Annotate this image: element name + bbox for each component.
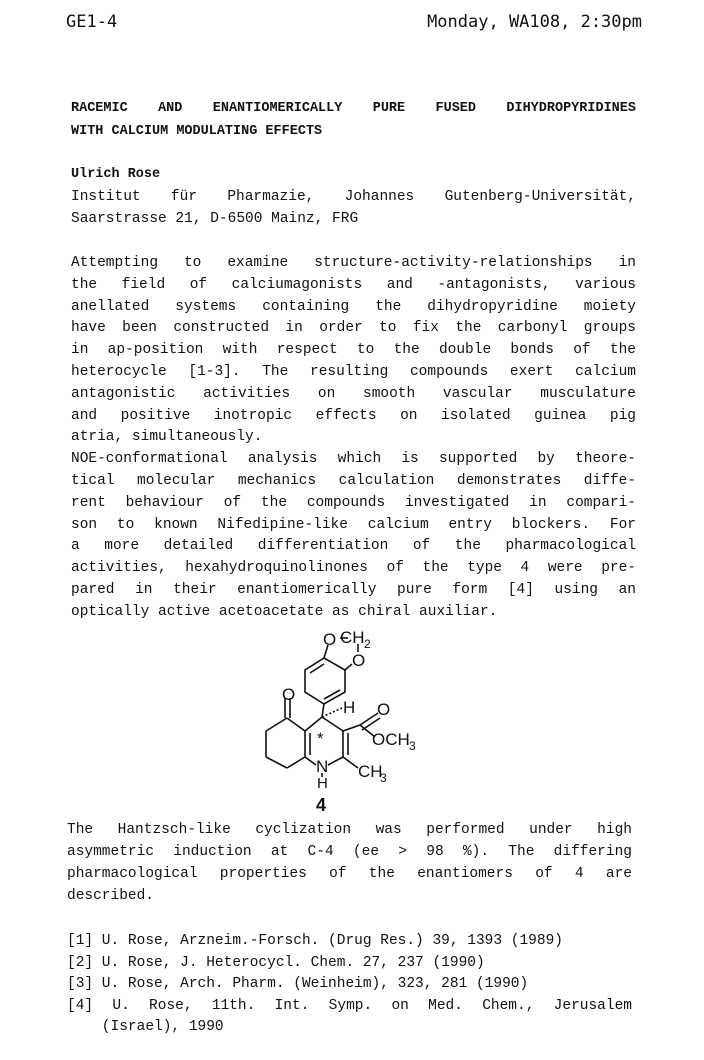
atom-ch3: CH	[358, 762, 383, 781]
title-line: WITH CALCIUM MODULATING EFFECTS	[71, 124, 323, 139]
atom-och3-sub: 3	[409, 739, 416, 753]
atom-ch3-sub: 3	[380, 771, 387, 785]
affiliation-line: Institut für Pharmazie, Johannes Gutenberg-Universität,	[71, 189, 636, 205]
reference-line: (Israel), 1990	[67, 1019, 224, 1035]
body-line: heterocycle [1-3]. The resulting compounds exert calcium	[71, 364, 636, 380]
body-line: son to known Nifedipine-like calcium entry blockers. For	[71, 516, 636, 533]
atom-ch2: CH	[340, 628, 365, 647]
conclusion-line: asymmetric induction at C-4 (ee > 98 %). The differing	[67, 844, 632, 860]
body-line: have been constructed in order to fix the carbonyl groups	[71, 320, 636, 337]
body-line: tical molecular mechanics calculation demonstrates diffe-	[71, 473, 636, 489]
benzene-ring	[305, 658, 345, 704]
body-line: NOE-conformational analysis which is supported by theore-	[71, 451, 636, 468]
body-line: a more detailed differentiation of the pharmacological	[71, 538, 636, 555]
body-line: Attempting to examine structure-activity-relationships in	[71, 255, 636, 271]
body-line: pared in their enantiomerically pure form [4] using an	[71, 582, 636, 598]
author: Ulrich Rose	[71, 167, 161, 182]
atom-ch2-sub: 2	[364, 637, 371, 651]
atom-n: N	[316, 757, 329, 776]
reference-line: [2] U. Rose, J. Heterocycl. Chem. 27, 237 (1990)	[67, 954, 485, 971]
atom-nh: H	[317, 775, 328, 792]
conclusion-line: The Hantzsch-like cyclization was performed under high	[67, 822, 632, 838]
reference-line: [1] U. Rose, Arzneim.-Forsch. (Drug Res.) 39, 1393 (1989)	[67, 933, 563, 949]
body-line: and positive inotropic effects on isolated guinea pig	[71, 407, 636, 424]
body-line: antagonistic activities on smooth vascular musculature	[71, 385, 636, 402]
atom-o: O	[323, 630, 337, 649]
body-line: in ap-position with respect to the double bonds of the	[71, 342, 636, 359]
stereocenter-star: *	[317, 729, 324, 748]
session-code: GE1-4	[66, 12, 118, 32]
atom-o-keto: O	[282, 685, 296, 704]
conclusion-line: pharmacological properties of the enantiomers of 4 are	[67, 866, 632, 882]
session-schedule: Monday, WA108, 2:30pm	[427, 12, 642, 32]
body-line: rent behaviour of the compounds investigated in compari-	[71, 494, 636, 511]
compound-label: 4	[316, 795, 327, 815]
atom-o: O	[352, 651, 366, 670]
title-line: RACEMIC AND ENANTIOMERICALLY PURE FUSED DIHYDROPYRIDINES	[71, 101, 636, 116]
body-line: anellated systems containing the dihydropyridine moiety	[71, 298, 636, 315]
atom-h: H	[343, 698, 356, 717]
body-line: optically active acetoacetate as chiral auxiliar.	[71, 603, 498, 620]
conclusion-line: described.	[67, 888, 155, 904]
body-line: the field of calciumagonists and -antagonists, various	[71, 276, 636, 293]
body-line: activities, hexahydroquinolinones of the type 4 were pre-	[71, 560, 636, 577]
reference-line: [4] U. Rose, 11th. Int. Symp. on Med. Chem., Jerusalem	[67, 997, 632, 1014]
atom-och3: OCH	[372, 730, 410, 749]
affiliation-line: Saarstrasse 21, D-6500 Mainz, FRG	[71, 211, 359, 227]
body-line: atria, simultaneously.	[71, 429, 263, 446]
reference-line: [3] U. Rose, Arch. Pharm. (Weinheim), 323, 281 (1990)	[67, 976, 529, 992]
atom-o-ester: O	[377, 700, 391, 719]
